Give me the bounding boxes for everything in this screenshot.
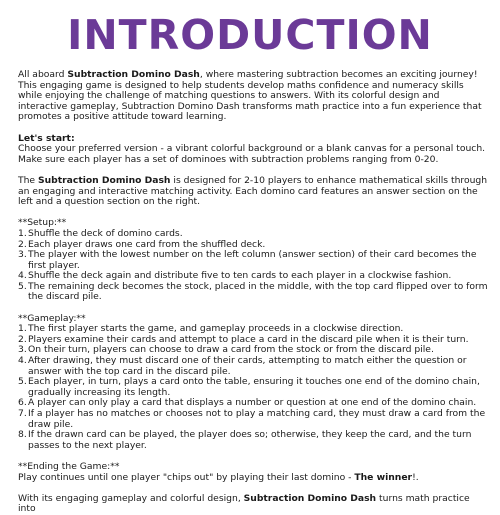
design-text-a: The (18, 174, 39, 186)
list-item: 3. The player with the lowest number on the left column (answer section) of their card becomes the first player. (18, 249, 477, 271)
lets-start-heading: Let's start: (18, 132, 75, 144)
list-item: 1. The first player starts the game, and gameplay proceeds in a clockwise direction. (18, 323, 404, 335)
game-name: Subtraction Domino Dash (38, 174, 171, 186)
intro-text-b: , where mastering subtraction becomes an exciting journey! This engaging game is designed to help students develop maths confidence and numeracy skills while enjoying the challenge of matching questions to answers. With its colorful design and interactive gameplay, Subtraction Domino Dash transforms math practice into a fun experience that promotes a positive attitude toward learning. (18, 69, 482, 123)
document-body (18, 70, 488, 515)
list-item: 3. On their turn, players can choose to draw a card from the stock or from the discard pile. (18, 344, 434, 356)
lets-start-line-2: Make sure each player has a set of dominoes with subtraction problems ranging from 0-20. (18, 153, 439, 165)
list-item: 7. If a player has no matches or chooses not to play a matching card, they must draw a card from the draw pile. (18, 408, 486, 430)
gameplay-heading: **Gameplay:** (18, 312, 86, 324)
list-item: 5. Each player, in turn, plays a card onto the table, ensuring it touches one end of the domino chain, gradually increasing its length. (18, 376, 480, 398)
list-item: 2. Players examine their cards and attempt to place a card in the discard pile when it is their turn. (18, 333, 469, 345)
setup-heading: **Setup:** (18, 217, 67, 229)
intro-paragraph (18, 70, 488, 123)
list-item: 8. If the drawn card can be played, the player does so; otherwise, they keep the card, and the turn passes to the next player. (18, 429, 472, 451)
setup-list (18, 229, 488, 303)
closing-paragraph: With its engaging gameplay and colorful design, Subtraction Domino Dash turns math practice into (18, 492, 470, 515)
page-title: INTRODUCTION (67, 11, 433, 59)
ending-paragraph: Play continues until one player "chips out" by playing their last domino - The winner!. (18, 471, 419, 483)
winner-label: The winner (354, 471, 413, 483)
intro-text-a: All aboard (18, 69, 68, 80)
design-text-b: is designed for 2-10 players to enhance mathematical skills through an engaging and interactive matching activity. Each domino card features an answer section on the left and a question section on the right. (18, 174, 488, 208)
ending-heading: **Ending the Game:** (18, 460, 120, 472)
gameplay-list (18, 324, 488, 451)
list-item: 1. Shuffle the deck of domino cards. (18, 227, 183, 239)
list-item: 5. The remaining deck becomes the stock, placed in the middle, with the top card flipped over to form the discard pile. (18, 280, 488, 303)
lets-start-section (18, 134, 488, 166)
list-item: 4. Shuffle the deck again and distribute five to ten cards to each player in a clockwise fashion. (18, 270, 452, 282)
game-name: Subtraction Domino Dash (243, 492, 377, 504)
list-item: 2. Each player draws one card from the shuffled deck. (18, 238, 266, 250)
list-item: 4. After drawing, they must discard one of their cards, attempting to match either the question or answer with the top card in the discard pile. (18, 355, 467, 377)
game-name: Subtraction Domino Dash (67, 69, 200, 80)
lets-start-line-1: Choose your preferred version - a vibrant colorful background or a blank canvas for a personal touch. (18, 143, 486, 155)
list-item: 6. A player can only play a card that displays a number or question at one end of the domino chain. (18, 397, 477, 409)
design-paragraph (18, 176, 488, 208)
